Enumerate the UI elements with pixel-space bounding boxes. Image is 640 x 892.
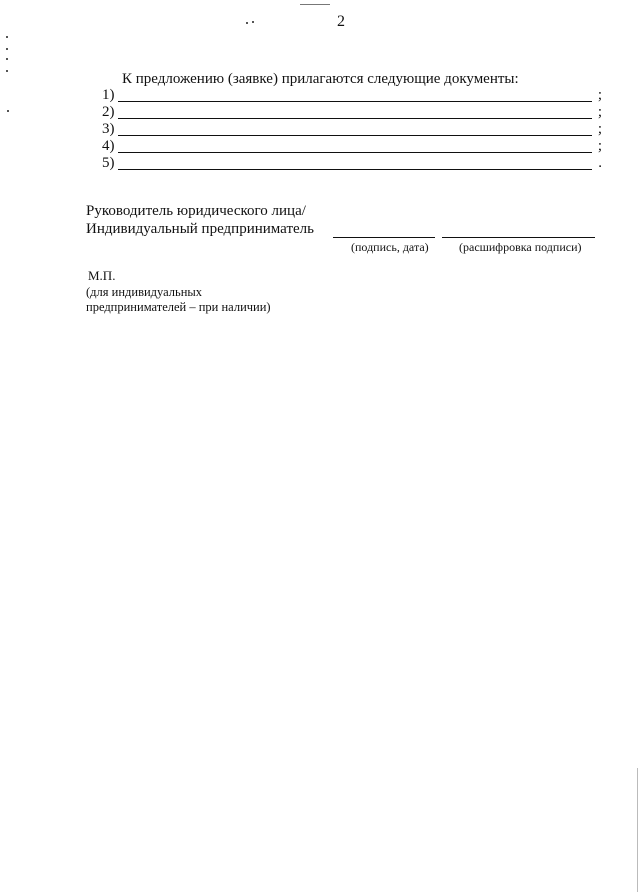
scan-edge-line [637,768,638,892]
scan-dot [6,36,8,38]
signatory-role-line-2: Индивидуальный предприниматель [86,221,314,237]
signature-decode-blank [442,237,595,238]
attachment-line-5 [98,155,610,171]
scan-dot [252,21,254,23]
attachment-number: 2) [102,104,115,120]
attachment-line-4 [98,138,610,154]
attachment-blank [118,169,592,170]
attachment-number: 3) [102,121,115,137]
attachment-end-mark: ; [597,138,602,154]
scan-dot [6,58,8,60]
scan-dot [6,70,8,72]
attachment-blank [118,135,592,136]
attachments-intro: К предложению (заявке) прилагаются следующие документы: [122,71,519,87]
attachment-number: 4) [102,138,115,154]
attachment-end-mark: ; [597,87,602,103]
attachment-line-3 [98,121,610,137]
attachment-number: 5) [102,155,115,171]
signature-decode-caption: (расшифровка подписи) [459,240,582,254]
stamp-note-line-2: предпринимателей – при наличии) [86,300,271,314]
attachment-end-mark: ; [597,104,602,120]
stamp-label: М.П. [88,268,116,283]
attachment-line-1 [98,87,610,103]
scan-dot [246,22,248,24]
page-number: 2 [337,13,345,30]
attachment-line-2 [98,104,610,120]
scan-dot [6,48,8,50]
attachment-number: 1) [102,87,115,103]
attachment-blank [118,118,592,119]
scan-dot [7,110,9,112]
signatory-role-line-1: Руководитель юридического лица/ [86,203,306,219]
attachment-end-mark: . [598,155,602,171]
attachment-end-mark: ; [597,121,602,137]
scan-mark-top [300,4,330,5]
attachment-blank [118,152,592,153]
signature-date-caption: (подпись, дата) [351,240,429,254]
stamp-note-line-1: (для индивидуальных [86,285,203,299]
attachment-blank [118,101,592,102]
signature-date-blank [333,237,435,238]
